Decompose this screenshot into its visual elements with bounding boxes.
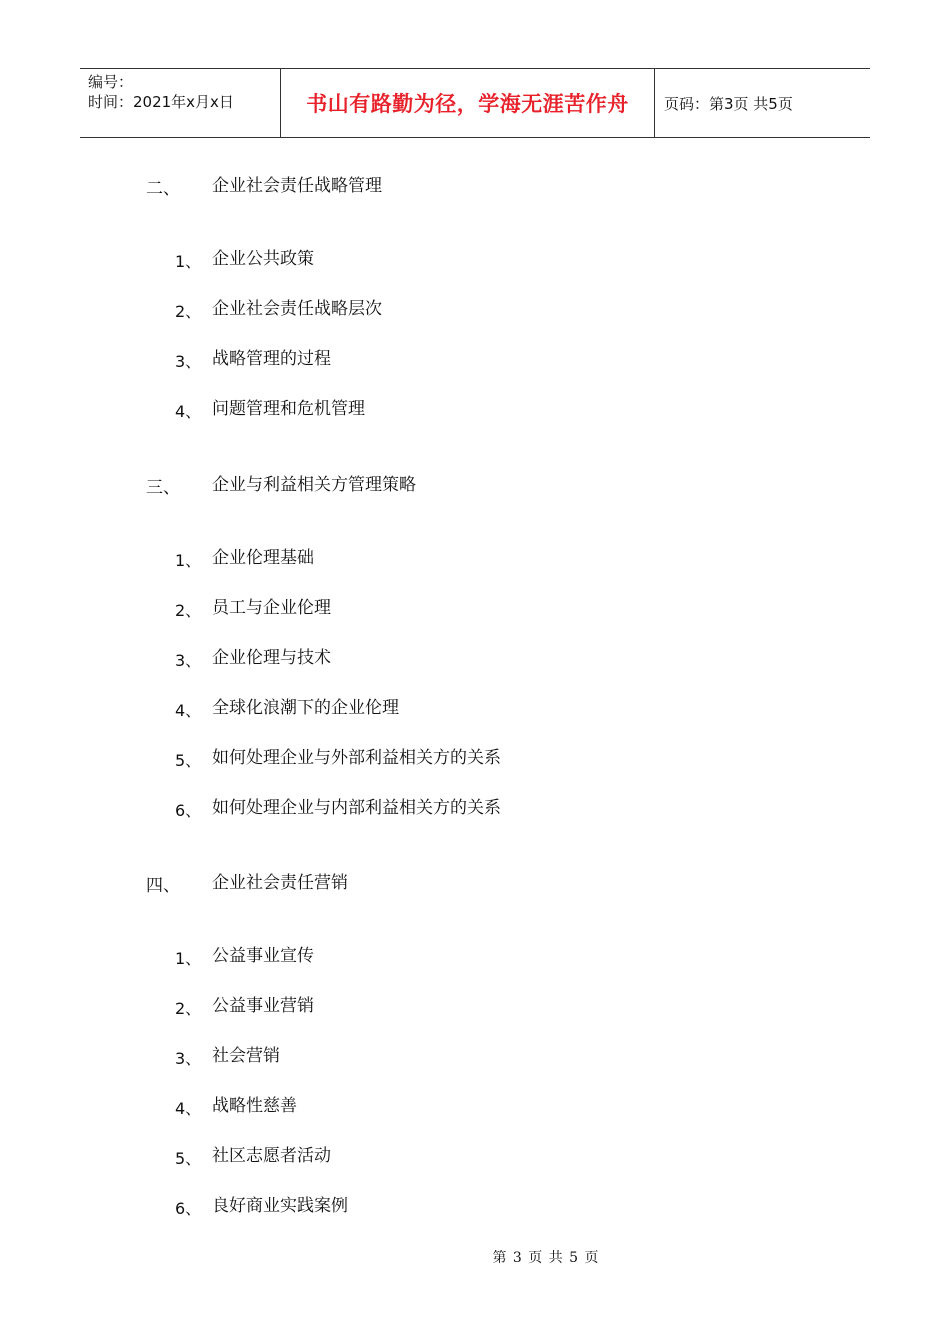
header-left-cell (80, 69, 281, 137)
item-number: 3、 (175, 352, 202, 371)
section-number: 四、 (146, 876, 180, 896)
item-number: 5、 (175, 751, 202, 770)
item-number: 3、 (175, 1049, 202, 1068)
page-info: 页码：第3页 共5页 (664, 94, 793, 113)
item-text: 社区志愿者活动 (212, 1146, 331, 1166)
item-text: 公益事业宣传 (212, 946, 314, 966)
number-label: 编号： (88, 73, 134, 91)
item-number: 2、 (175, 999, 202, 1018)
motto: 书山有路勤为径，学海无涯苦作舟 (281, 69, 655, 137)
date-label: 时间：2021年x月x日 (88, 93, 234, 111)
item-text: 企业伦理基础 (212, 548, 314, 568)
item-text: 问题管理和危机管理 (212, 399, 365, 419)
item-text: 企业伦理与技术 (212, 648, 331, 668)
item-text: 社会营销 (212, 1046, 280, 1066)
item-text: 如何处理企业与外部利益相关方的关系 (212, 748, 501, 768)
page-header (80, 68, 870, 138)
item-text: 公益事业营销 (212, 996, 314, 1016)
item-number: 2、 (175, 302, 202, 321)
item-number: 4、 (175, 1099, 202, 1118)
item-text: 战略性慈善 (212, 1096, 297, 1116)
section-title: 企业社会责任营销 (212, 873, 348, 893)
item-number: 4、 (175, 402, 202, 421)
item-number: 6、 (175, 801, 202, 820)
item-number: 4、 (175, 701, 202, 720)
item-text: 良好商业实践案例 (212, 1196, 348, 1216)
item-text: 员工与企业伦理 (212, 598, 331, 618)
section-number: 三、 (146, 478, 180, 498)
item-text: 如何处理企业与内部利益相关方的关系 (212, 798, 501, 818)
item-text: 企业社会责任战略层次 (212, 299, 382, 319)
item-number: 2、 (175, 601, 202, 620)
section-title: 企业与利益相关方管理策略 (212, 475, 416, 495)
footer-page-number: 第 3 页 共 5 页 (492, 1250, 600, 1266)
item-number: 3、 (175, 651, 202, 670)
item-number: 1、 (175, 949, 202, 968)
item-number: 6、 (175, 1199, 202, 1218)
item-text: 战略管理的过程 (212, 349, 331, 369)
item-text: 全球化浪潮下的企业伦理 (212, 698, 399, 718)
section-title: 企业社会责任战略管理 (212, 176, 382, 196)
section-number: 二、 (146, 179, 180, 199)
item-text: 企业公共政策 (212, 249, 314, 269)
item-number: 1、 (175, 252, 202, 271)
page-footer (0, 1247, 950, 1267)
item-number: 1、 (175, 551, 202, 570)
item-number: 5、 (175, 1149, 202, 1168)
